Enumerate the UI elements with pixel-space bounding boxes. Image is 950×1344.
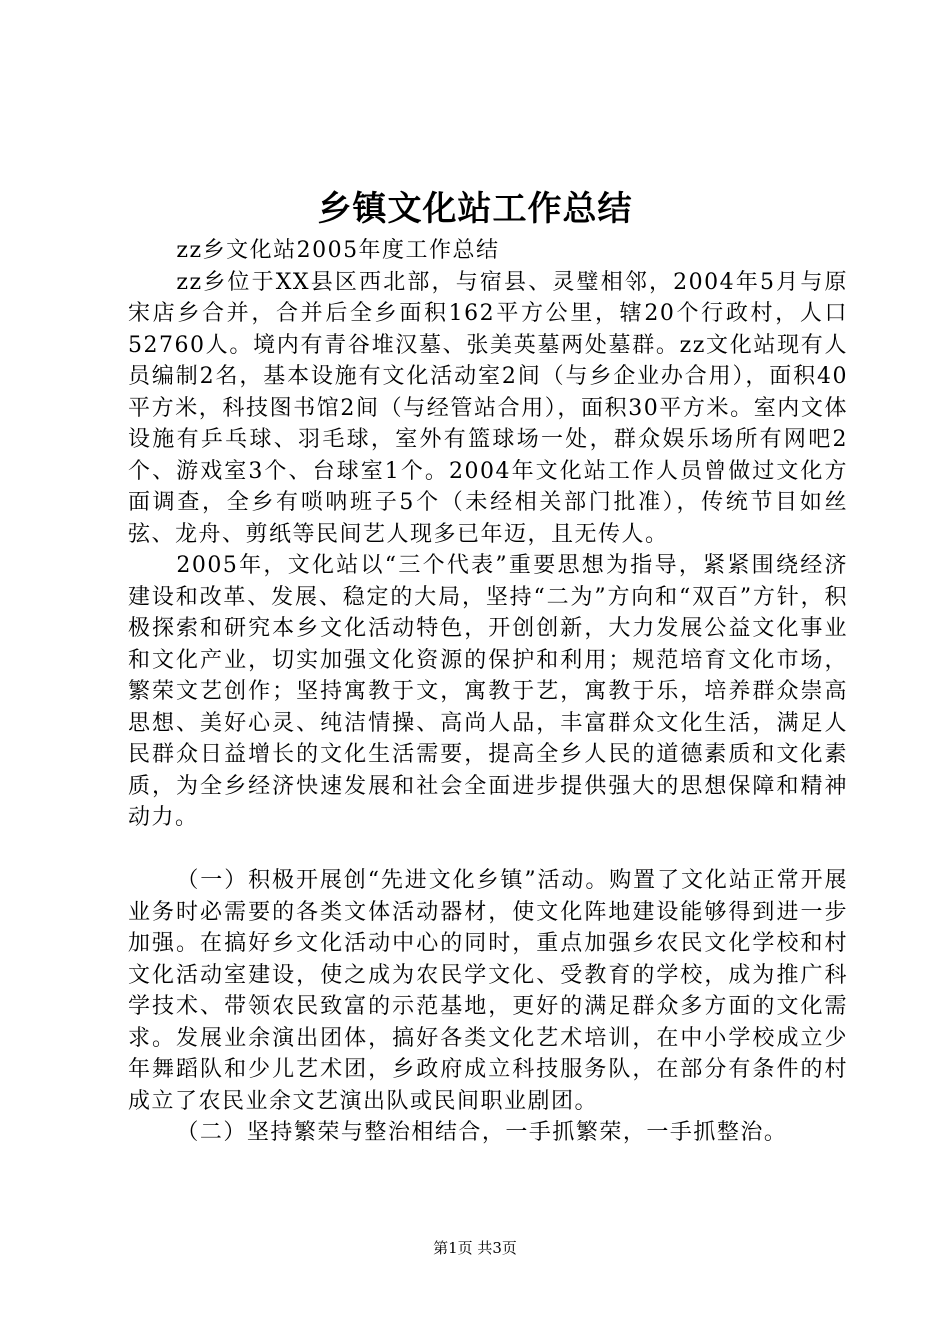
guideline-paragraph: 2005年，文化站以“三个代表”重要思想为指导，紧紧围绕经济建设和改革、发展、稳定的大局，坚持“二为”方向和“双百”方针，积极探索和研究本乡文化活动特色，开创创新，大力发展公益文化事业和文化产业，切实加强文化资源的保护和利用；规范培育文化市场，繁荣文艺创作；坚持寓教于文，寓教于艺，寓教于乐，培养群众崇高思想、美好心灵、纯洁情操、高尚人品，丰富群众文化生活，满足人民群众日益增长的文化生活需要，提高全乡人民的道德素质和文化素质，为全乡经济快速发展和社会全面进步提供强大的思想保障和精神动力。 <box>128 553 848 830</box>
document-body <box>128 235 848 1149</box>
intro-paragraph: zz乡位于XX县区西北部，与宿县、灵璧相邻，2004年5月与原宋店乡合并，合并后全乡面积162平方公里，辖20个行政村，人口52760人。境内有青谷堆汉墓、张美英墓两处墓群。zz文化站现有人员编制2名，基本设施有文化活动室2间（与乡企业办合用），面积40平方米，科技图书馆2间（与经管站合用），面积30平方米。室内文体设施有乒乓球、羽毛球，室外有篮球场一处，群众娱乐场所有网吧2个、游戏室3个、台球室1个。2004年文化站工作人员曾做过文化方面调查，全乡有唢呐班子5个（未经相关部门批准），传统节目如丝弦、龙舟、剪纸等民间艺人现多已年迈，且无传人。 <box>128 269 848 547</box>
section-two-paragraph: （二）坚持繁荣与整治相结合，一手抓繁荣，一手抓整治。 <box>176 1120 788 1145</box>
page-number-footer: 第1页 共3页 <box>433 1239 517 1257</box>
document-title: 乡镇文化站工作总结 <box>317 189 633 229</box>
section-one-paragraph: （一）积极开展创“先进文化乡镇”活动。购置了文化站正常开展业务时必需要的各类文体活动器材，使文化阵地建设能够得到进一步加强。在搞好乡文化活动中心的同时，重点加强乡农民文化学校和村文化活动室建设，使之成为农民学文化、受教育的学校，成为推广科学技术、带领农民致富的示范基地，更好的满足群众多方面的文化需求。发展业余演出团体，搞好各类文化艺术培训，在中小学校成立少年舞蹈队和少儿艺术团，乡政府成立科技服务队，在部分有条件的村成立了农民业余文艺演出队或民间职业剧团。 <box>128 868 848 1114</box>
subtitle-paragraph: zz乡文化站2005年度工作总结 <box>176 238 500 263</box>
